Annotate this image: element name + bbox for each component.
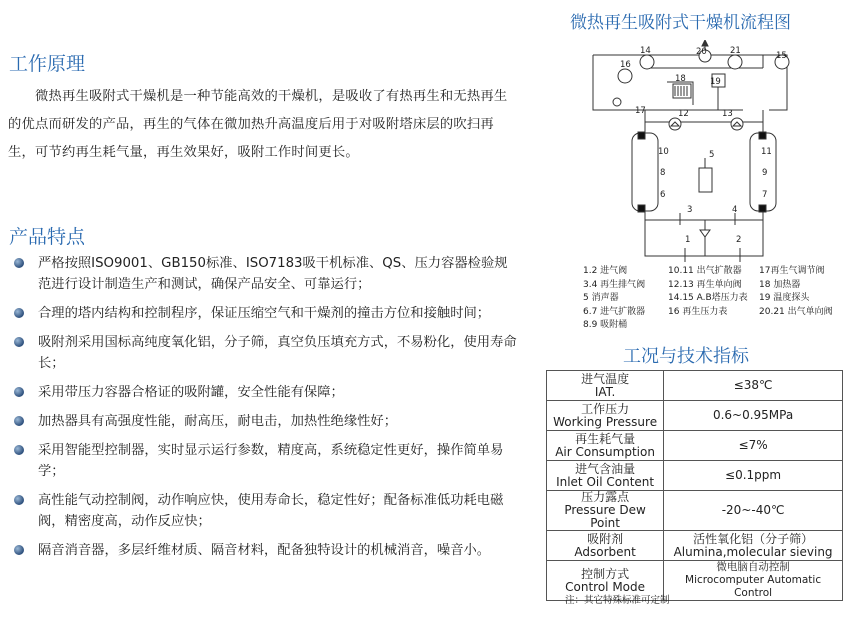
legend-item: 10.11 出气扩散器 [668, 266, 742, 276]
label-4: 4 [732, 205, 738, 215]
bullet-icon [14, 545, 24, 555]
label-15: 15 [776, 51, 787, 61]
legend-item: 20.21 出气单向阀 [759, 306, 833, 317]
label-17: 17 [635, 106, 646, 116]
bullet-icon [14, 445, 24, 455]
legend-item: 16 再生压力表 [668, 306, 728, 317]
bullet-icon [14, 416, 24, 426]
label-6: 6 [660, 190, 666, 200]
feature-item: 采用带压力容器合格证的吸附罐，安全性能有保障； [12, 382, 520, 403]
feature-item: 吸附剂采用国标高纯度氧化铝，分子筛，真空负压填充方式，不易粉化，使用寿命长； [12, 332, 520, 374]
legend-item: 6.7 进气扩散器 [583, 306, 646, 317]
principle-body: 微热再生吸附式干燥机是一种节能高效的干燥机，是吸收了有热再生和无热再生的优点而研发的产品，再生的气体在微加热升高温度后用于对吸附塔床层的吹扫再生，可节约再生耗气量，再生效果好，吸附工作时间更长。 [8, 89, 508, 160]
table-row: 进气温度 IAT. ≤38℃ [547, 371, 843, 401]
table-row: 控制方式 Control Mode 微电脑自动控制 Microcomputer Automatic Control [547, 561, 843, 601]
specs-table [546, 370, 843, 601]
table-row: 压力露点 Pressure Dew Point -20~-40℃ [547, 491, 843, 531]
feature-item: 采用智能型控制器，实时显示运行参数，精度高，系统稳定性更好，操作简单易学； [12, 440, 520, 482]
legend-item: 19 温度探头 [759, 293, 810, 303]
legend-item: 8.9 吸附桶 [583, 320, 628, 330]
specs-title: 工况与技术指标 [623, 346, 749, 367]
bullet-icon [14, 308, 24, 318]
feature-item: 合理的塔内结构和控制程序，保证压缩空气和干燥剂的撞击方位和接触时间； [12, 303, 520, 324]
label-11: 11 [761, 147, 772, 157]
table-row: 进气含油量 Inlet Oil Content ≤0.1ppm [547, 461, 843, 491]
legend-item: 12.13 再生单向阀 [668, 279, 742, 290]
feature-item: 加热器具有高强度性能，耐高压，耐电击，加热性绝缘性好； [12, 411, 520, 432]
principle-title: 工作原理 [9, 53, 86, 75]
table-row: 工作压力 Working Pressure 0.6~0.95MPa [547, 401, 843, 431]
legend-item: 17再生气调节阀 [759, 266, 825, 276]
legend-item: 1.2 进气阀 [583, 266, 628, 276]
table-row: 吸附剂 Adsorbent 活性氧化铝（分子筛） Alumina,molecular sieving [547, 531, 843, 561]
label-10: 10 [658, 147, 669, 157]
flowchart-title: 微热再生吸附式干燥机流程图 [570, 13, 791, 33]
bullet-icon [14, 387, 24, 397]
table-row: 再生耗气量 Air Consumption ≤7% [547, 431, 843, 461]
legend-item: 14.15 A.B塔压力表 [668, 293, 748, 303]
label-16: 16 [620, 60, 631, 70]
label-21: 21 [730, 46, 741, 56]
legend-item: 3.4 再生排气阀 [583, 279, 646, 290]
label-19: 19 [710, 77, 721, 87]
label-12: 12 [678, 109, 689, 119]
label-2: 2 [736, 235, 742, 245]
legend-item: 5 消声器 [583, 293, 619, 303]
label-9: 9 [762, 168, 768, 178]
feature-item: 严格按照ISO9001、GB150标准、ISO7183吸干机标准、QS、压力容器检验规范进行设计制造生产和测试，确保产品安全、可靠运行； [12, 253, 520, 295]
bullet-icon [14, 495, 24, 505]
feature-item: 高性能气动控制阀，动作响应快，使用寿命长，稳定性好；配备标准低功耗电磁阀，精密度高，动作反应快； [12, 490, 520, 532]
legend-item: 18 加热器 [759, 279, 801, 290]
label-3: 3 [687, 205, 693, 215]
features-title: 产品特点 [9, 226, 86, 248]
label-13: 13 [722, 109, 733, 119]
bullet-icon [14, 258, 24, 268]
label-18: 18 [675, 74, 686, 84]
feature-item: 隔音消音器，多层纤维材质、隔音材料，配备独特设计的机械消音，噪音小。 [12, 540, 520, 561]
label-1: 1 [685, 235, 691, 245]
label-14: 14 [640, 46, 651, 56]
label-20: 20 [696, 47, 707, 57]
bullet-icon [14, 337, 24, 347]
flow-diagram [575, 40, 805, 265]
spec-note: 注：其它特殊标准可定制 [565, 595, 670, 606]
label-5: 5 [709, 150, 715, 160]
label-7: 7 [762, 190, 768, 200]
label-8: 8 [660, 168, 666, 178]
features-list [12, 253, 520, 569]
